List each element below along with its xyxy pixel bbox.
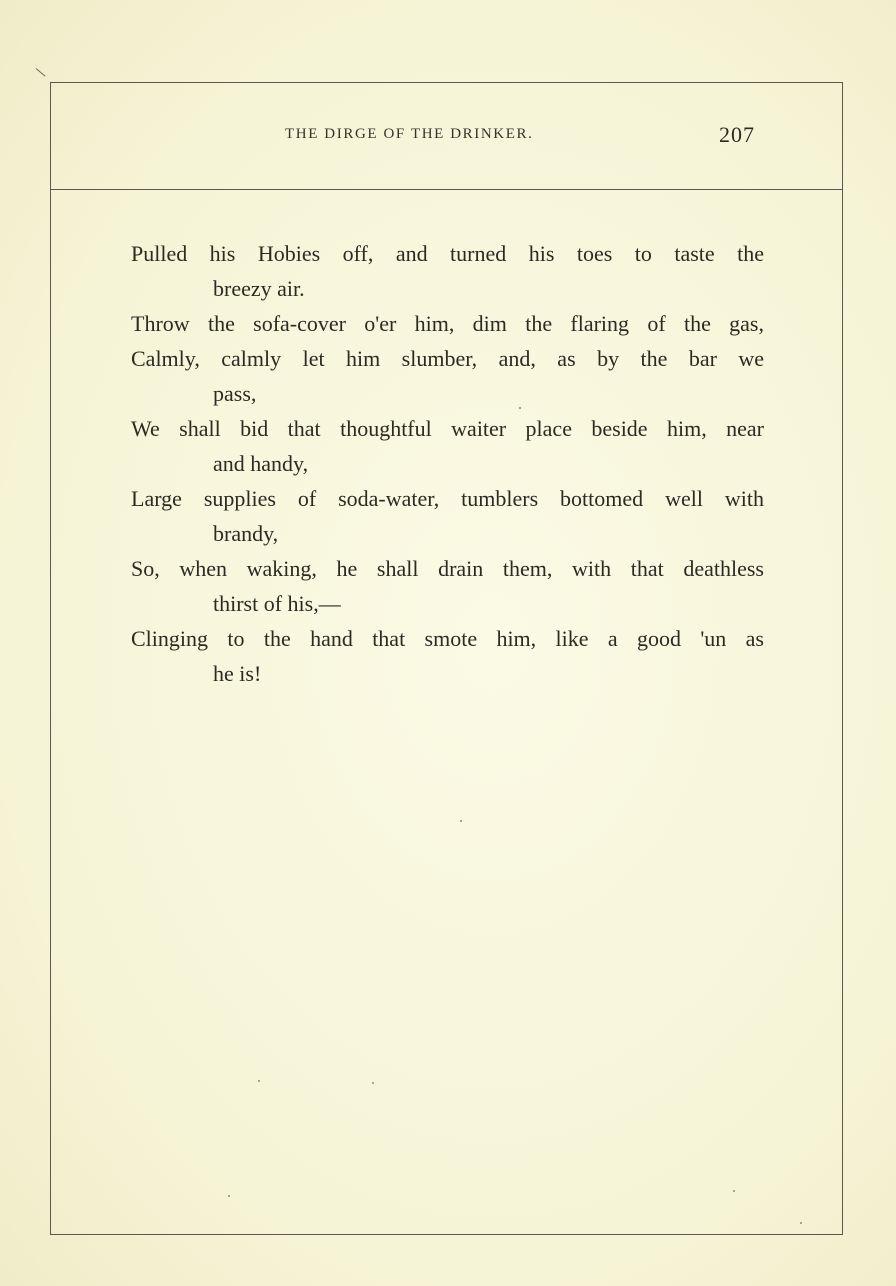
poem-line: Throw the sofa-cover o'er him, dim the flaring of the gas,: [131, 311, 764, 336]
running-title: THE DIRGE OF THE DRINKER.: [285, 126, 534, 142]
paper-speck: [800, 1222, 802, 1224]
poem-line: Clinging to the hand that smote him, like a good 'un as: [131, 626, 764, 651]
page-number: 207: [719, 122, 755, 147]
paper-speck: [258, 1080, 260, 1082]
poem-line-continuation: breezy air.: [213, 276, 305, 301]
poem-line: Large supplies of soda-water, tumblers bottomed well with: [131, 486, 764, 511]
poem-line: So, when waking, he shall drain them, with that deathless: [131, 556, 764, 581]
paper-speck: [460, 820, 462, 822]
poem-line-continuation: brandy,: [213, 521, 279, 546]
poem-line: Calmly, calmly let him slumber, and, as by the bar we: [131, 346, 764, 371]
poem-line: Pulled his Hobies off, and turned his toes to taste the: [131, 241, 764, 266]
poem-line-continuation: and handy,: [213, 451, 309, 476]
poem-line: We shall bid that thoughtful waiter place beside him, near: [131, 416, 764, 441]
poem-line-continuation: he is!: [213, 661, 262, 686]
poem-line-continuation: thirst of his,—: [213, 591, 341, 616]
header-rule: [50, 189, 843, 190]
poem-body: [131, 236, 764, 691]
paper-speck: [228, 1195, 230, 1197]
paper-speck: [372, 1082, 374, 1084]
poem-line-continuation: pass,: [213, 381, 257, 406]
paper-speck: [519, 407, 521, 409]
paper-speck: [733, 1190, 735, 1192]
